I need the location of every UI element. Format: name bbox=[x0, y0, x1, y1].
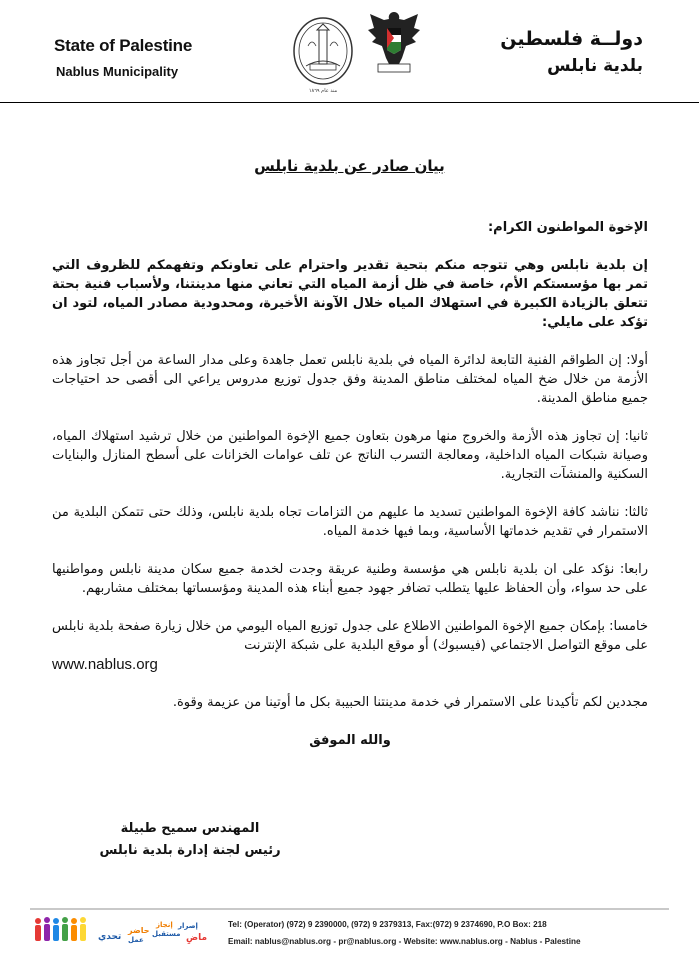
municipality-name-ar: بلدية نابلس bbox=[547, 56, 643, 76]
header-divider bbox=[0, 102, 699, 103]
palestine-eagle-emblem-icon bbox=[366, 6, 422, 76]
slogan-word: عمل bbox=[128, 936, 144, 944]
renewal-paragraph: مجددين لكم تأكيدنا على الاستمرار في خدمة مدينتنا الحبيبة بكل ما أوتينا من عزيمة وقوة. bbox=[172, 695, 648, 710]
footer-divider bbox=[30, 908, 669, 910]
point-second: ثانيا: إن تجاوز هذه الأزمة والخروج منها مرهون بتعاون جميع الإخوة المواطنين من خلال ترشيد استهلاك المياه، وصيانة شبكات المياه الداخلية، ومعالجة التسرب الناتج عن تلف عوامات الخزانات على أسطح المنازل والبنايات السكنية والمنشآت التجارية. bbox=[52, 429, 648, 482]
closing-line: والله الموفق bbox=[309, 733, 391, 748]
salutation: الإخوة المواطنون الكرام: bbox=[487, 220, 648, 235]
document-title: بيان صادر عن بلدية نابلس bbox=[254, 157, 445, 175]
signature-block bbox=[90, 818, 290, 862]
point-third: ثالثا: نناشد كافة الإخوة المواطنين تسديد ما عليهم من التزامات تجاه بلدية نابلس، وذلك حتى تتمكن البلدية من الاستمرار في تقديم خدماتها الأساسية، وبما فيها خدمة المياه. bbox=[52, 505, 648, 539]
point-fifth bbox=[52, 617, 648, 674]
slogan-word: إنجاز bbox=[156, 921, 173, 929]
seal-caption: منذ عام ١٨٦٩ bbox=[308, 88, 338, 94]
slogan-word: ماضٍ bbox=[186, 933, 208, 943]
municipality-slogan-logo bbox=[32, 914, 214, 944]
footer-phone-line: Tel: (Operator) (972) 9 2390000, (972) 9 2379313, Fax:(972) 9 2374690, P.O Box: 218 bbox=[228, 920, 547, 929]
state-name-ar: دولــة فلسطين bbox=[500, 28, 643, 50]
signatory-title: رئيس لجنة إدارة بلدية نابلس bbox=[99, 843, 281, 858]
point-first: أولا: إن الطواقم الفنية التابعة لدائرة المياه في بلدية نابلس تعمل جاهدة وعلى مدار الساعة من أجل تجاوز هذه الأزمة من خلال ضخ المياه لمختلف مناطق المدينة وفق جدول توزيع مدروس يراعي الى أقصى حد احتياجات جميع مناطق المدينة. bbox=[52, 353, 648, 406]
footer-contact bbox=[228, 916, 581, 950]
website-link[interactable]: www.nablus.org bbox=[52, 656, 158, 673]
header-arabic bbox=[500, 28, 643, 76]
footer-email-line[interactable]: Email: nablus@nablus.org - pr@nablus.org - Website: www.nablus.org - Nablus - Palestine bbox=[228, 937, 581, 946]
people-figures-icon bbox=[35, 917, 86, 941]
header-english bbox=[54, 36, 192, 79]
municipality-name-en: Nablus Municipality bbox=[56, 64, 179, 79]
slogan-word: إصرار bbox=[178, 922, 198, 930]
signatory-name: المهندس سميح طبيلة bbox=[120, 821, 260, 836]
slogan-word: تحدي bbox=[98, 932, 122, 942]
nablus-seal-icon bbox=[292, 16, 354, 86]
point-fifth-text: خامسا: بإمكان جميع الإخوة المواطنين الاطلاع على جدول توزيع المياه اليومي من خلال زيارة صفحة بلدية نابلس على موقع التواصل الاجتماعي (فيسبوك) أو موقع البلدية على شبكة الإنترنت bbox=[52, 619, 648, 653]
intro-paragraph: إن بلدية نابلس وهي تتوجه منكم بتحية تقدير واحترام على تعاونكم وتفهمكم للظروف التي تمر بها مؤسستكم الأم، خاصة في ظل أزمة المياه التي تعاني منها مدينتنا، ولأسباب فنية بحتة تتعلق بالزيادة الكبيرة في استهلاك المياه خلال الآونة الأخيرة، ومحدودية مصادر المياه، لتود ان تؤكد على مايلي: bbox=[52, 258, 648, 330]
point-fourth: رابعا: نؤكد على ان بلدية نابلس هي مؤسسة وطنية عريقة وجدت لخدمة جميع سكان مدينة نابلس ومواطنيها على حد سواء، وأن الحفاظ عليها يتطلب تضافر جهود جميع أبناء هذه المدينة ومؤسساتها بمختلف مشاربهم. bbox=[52, 562, 648, 596]
slogan-word: حاضر bbox=[128, 926, 150, 935]
state-name-en: State of Palestine bbox=[54, 36, 193, 55]
document-body bbox=[52, 218, 648, 769]
slogan-word: مستقبل bbox=[152, 930, 181, 938]
